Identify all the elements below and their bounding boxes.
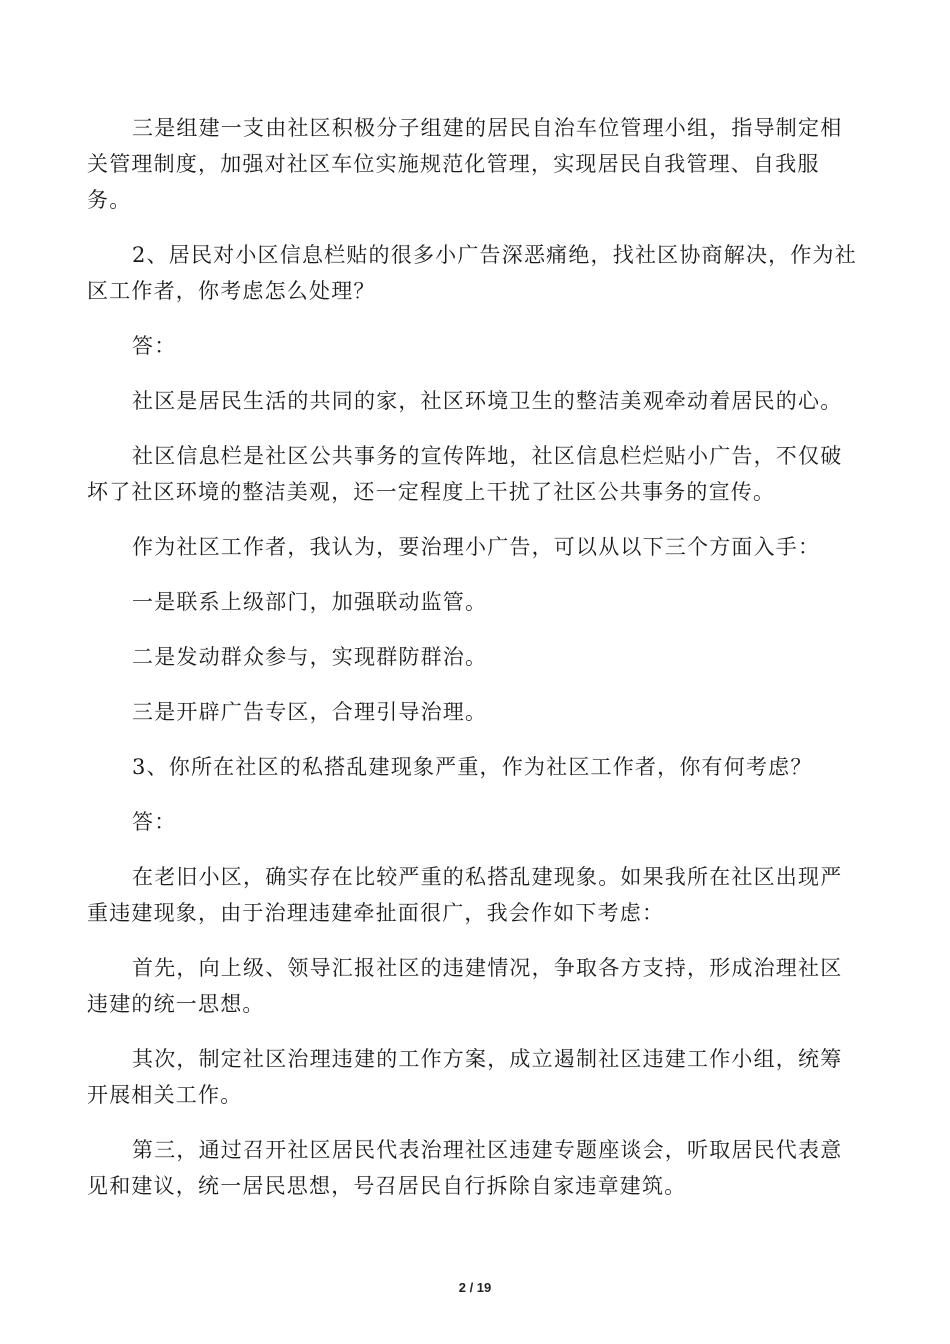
paragraph: 一是联系上级部门，加强联动监管。 bbox=[132, 590, 488, 614]
question-heading: 2、居民对小区信息栏贴的很多小广告深恶痛绝，找社区协商解决，作为社区工作者，你考虑怎么处理？ bbox=[87, 243, 857, 303]
page-number: 2 / 19 bbox=[458, 1280, 492, 1295]
answer-label: 答： bbox=[132, 334, 177, 358]
paragraph: 第三，通过召开社区居民代表治理社区违建专题座谈会，听取居民代表意见和建议，统一居民思想，号召居民自行拆除自家违章建筑。 bbox=[87, 1138, 843, 1198]
paragraph: 作为社区工作者，我认为，要治理小广告，可以从以下三个方面入手： bbox=[132, 535, 821, 559]
paragraph: 在老旧小区，确实存在比较严重的私搭乱建现象。如果我所在社区出现严重违建现象，由于治理违建牵扯面很广，我会作如下考虑： bbox=[87, 865, 843, 925]
paragraph: 社区是居民生活的共同的家，社区环境卫生的整洁美观牵动着居民的心。 bbox=[132, 389, 843, 413]
paragraph: 社区信息栏是社区公共事务的宣传阵地，社区信息栏烂贴小广告，不仅破坏了社区环境的整洁美观，还一定程度上干扰了社区公共事务的宣传。 bbox=[87, 444, 843, 504]
paragraph: 三是组建一支由社区积极分子组建的居民自治车位管理小组，指导制定相关管理制度，加强对社区车位实施规范化管理，实现居民自我管理、自我服务。 bbox=[87, 116, 843, 212]
paragraph: 三是开辟广告专区，合理引导治理。 bbox=[132, 700, 488, 724]
question-heading: 3、你所在社区的私搭乱建现象严重，作为社区工作者，你有何考虑？ bbox=[132, 755, 813, 779]
paragraph: 首先，向上级、领导汇报社区的违建情况，争取各方支持，形成治理社区违建的统一思想。 bbox=[87, 956, 843, 1016]
paragraph: 其次，制定社区治理违建的工作方案，成立遏制社区违建工作小组，统筹开展相关工作。 bbox=[87, 1047, 843, 1107]
document-body bbox=[87, 110, 862, 1223]
answer-label: 答： bbox=[132, 810, 177, 834]
paragraph: 二是发动群众参与，实现群防群治。 bbox=[132, 645, 488, 669]
